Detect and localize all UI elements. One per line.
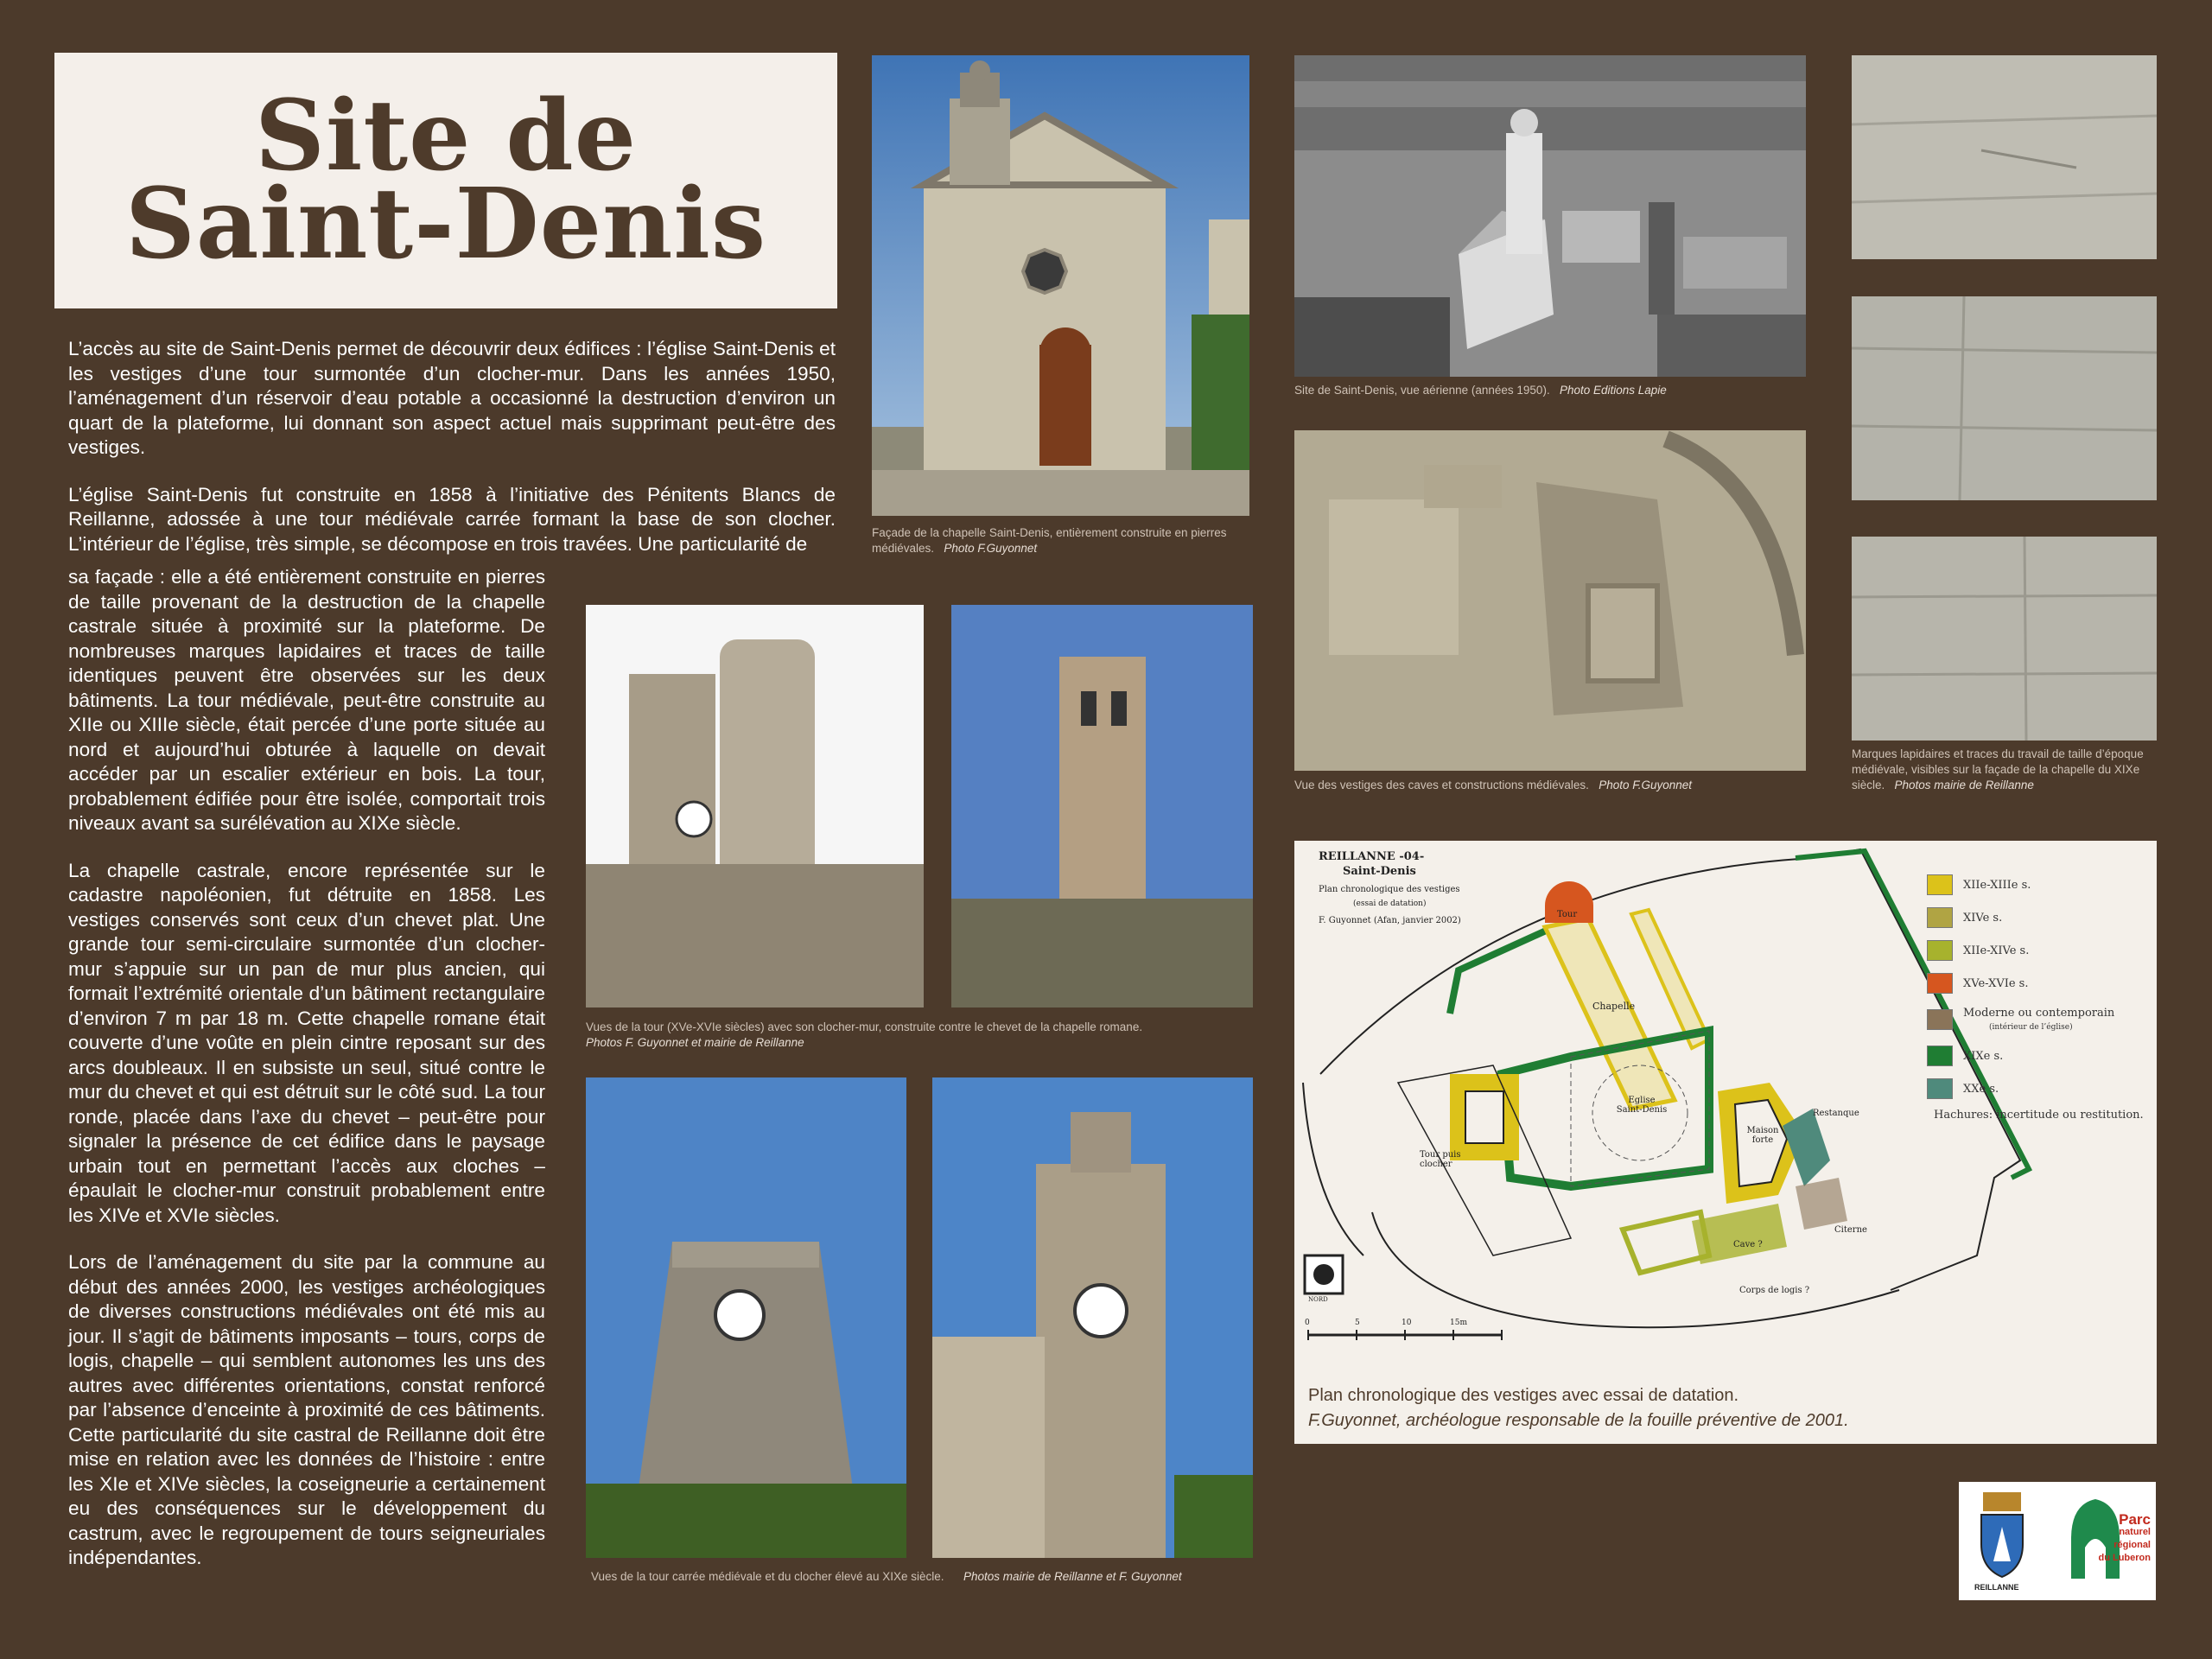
reillanne-label: REILLANNE — [1974, 1583, 2019, 1592]
clock-tower-photo — [932, 1077, 1253, 1558]
chronological-plan — [1294, 841, 2157, 1444]
title-box — [54, 53, 837, 308]
excavation-caption: Vue des vestiges des caves et constructions médiévales. Photo F.Guyonnet — [1294, 779, 1693, 791]
legend-item: XIXe s. — [1927, 1039, 2152, 1072]
legend-item: XXe s. — [1927, 1072, 2152, 1105]
parc-label-line: régional — [2113, 1540, 2151, 1550]
legend-item: XIIe-XIVe s. — [1927, 934, 2152, 967]
paragraph-3: La chapelle castrale, encore représentée sur le cadastre napoléonien, fut détruite en 1858. Les vestiges conservés sont ceux d’un chevet plat. Une grande tour semi-circulaire surmontée d’un clocher-mur s’appuie sur un pan de mur plus ancien, qui formait l’extrémité orientale d’un bâtiment rectangulaire d’environ 7 m par 18 m. Cette chapelle romane était couverte d’une voûte en plein cintre reposant sur des arcs doubleaux. Il en subsiste un seul, situé contre le mur du chevet et qui est détruit sur le côté sud. La tour ronde, placée dans l’axe du chevet – peut-être pour signaler la présence de cet édifice dans le paysage urbain tout en permettant l’accès aux cloches – épaulait le clocher-mur construit probablement entre les XIVe et XVIe siècles. — [68, 859, 545, 1226]
plan-label: Chapelle — [1592, 1001, 1636, 1012]
plan-header-line: (essai de datation) — [1353, 899, 1427, 908]
plan-label: Tour — [1557, 910, 1578, 919]
plan-header — [1319, 849, 1461, 928]
narrow-column — [68, 565, 545, 1593]
stone-mark-photo-2 — [1852, 296, 2157, 500]
paragraph-1: L’accès au site de Saint-Denis permet de découvrir deux édifices : l’église Saint-Denis et les vestiges d’une tour surmontée d’un clocher-mur. Dans les années 1950, l’aménagement d’un réservoir d’eau potable a occasionné la destruction d’environ un quart de la plateforme, lui donnant son aspect actuel mais supprimant peut-être des vestiges. — [68, 338, 836, 458]
legend-item: XVe-XVIe s. — [1927, 967, 2152, 1000]
reillanne-coat-of-arms-icon — [1976, 1492, 2028, 1579]
plan-header-line: Plan chronologique des vestiges — [1319, 885, 1460, 894]
clock-caption: Vues de la tour carrée médiévale et du clocher élevé au XIXe siècle. Photos mairie de Reillanne et F. Guyonnet — [591, 1570, 1182, 1583]
plan-label: Cave ? — [1733, 1240, 1763, 1249]
scale-label: 10 — [1402, 1319, 1412, 1327]
round-tower-photo — [586, 605, 924, 1007]
parc-label — [2095, 1513, 2151, 1565]
paragraph-4: Lors de l’aménagement du site par la commune au début des années 2000, les vestiges archéologiques de diverses constructions médiévales ont été mis au jour. Il s’agit de bâtiments imposants – tours, corps de logis, chapelle – qui semblent autonomes les uns des autres avec différentes orientations, constat renforcé par l’absence d’enceinte à proximité de ces bâtiments. Cette particularité du site castral de Reillanne doit être mise en relation avec les données de l’histoire : entre les XIe et XIVe siècles, la coseigneurie a certainement eu des conséquences sur le développement du castrum, avec le regroupement de tours seigneuriales indépendantes. — [68, 1251, 545, 1568]
parc-label-line: du Luberon — [2098, 1553, 2151, 1563]
legend-item: Moderne ou contemporain (intérieur de l’église) — [1927, 1000, 2152, 1039]
plan-label: Corps de logis ? — [1739, 1286, 1810, 1295]
excavation-photo — [1294, 430, 1806, 771]
plan-legend — [1927, 868, 2152, 1122]
parc-label-line: naturel — [2119, 1527, 2151, 1537]
paragraph-2b: sa façade : elle a été entièrement construite en pierres de taille provenant de la destruction de la chapelle castrale située à proximité sur la plateforme. De nombreuses marques lapidaires et traces de taille identiques peuvent être observées sur les deux bâtiments. La tour médiévale, peut-être construite au XIIe ou XIIIe siècle, était percée d’une porte située au nord et aujourd’hui obturée à laquelle on devait accéder par un escalier extérieur en bois. La tour, probablement édifiée pour être isolée, comportait trois niveaux avant sa surélévation au XIXe siècle. — [68, 566, 545, 834]
logos-panel — [1959, 1482, 2156, 1600]
page-title: Site de Saint-Denis — [124, 79, 767, 281]
plan-label: Eglise Saint-Denis — [1616, 1096, 1668, 1115]
bell-wall-tower-photo — [951, 605, 1253, 1007]
legend-item: XIIe-XIIIe s. — [1927, 868, 2152, 901]
plan-label: Restanque — [1813, 1109, 1859, 1118]
plan-label: Tour puis clocher — [1420, 1150, 1461, 1169]
plan-caption — [1308, 1383, 2138, 1433]
hatch-note: Hachures: incertitude ou restitution. — [1934, 1109, 2144, 1122]
plan-header-line: Saint-Denis — [1343, 865, 1416, 878]
square-tower-photo — [586, 1077, 906, 1558]
scale-label: 0 — [1305, 1319, 1310, 1327]
plan-label: Citerne — [1834, 1225, 1867, 1235]
legend-item: XIVe s. — [1927, 901, 2152, 934]
paragraph-2a: L’église Saint-Denis fut construite en 1858 à l’initiative des Pénitents Blancs de Reillanne, adossée à une tour médiévale carrée formant la base de son clocher. L’intérieur de l’église, très simple, se décompose en trois travées. Une particularité de — [68, 483, 836, 555]
intro-paragraph — [68, 337, 836, 556]
scale-label: 15m — [1450, 1319, 1467, 1327]
facade-photo — [872, 55, 1249, 516]
aerial-photo — [1294, 55, 1806, 377]
plan-caption-line: Plan chronologique des vestiges avec essai de datation. — [1308, 1386, 1739, 1405]
parc-label-line: Parc — [2119, 1511, 2151, 1528]
stone-mark-photo-1 — [1852, 55, 2157, 259]
north-label: NORD — [1308, 1296, 1328, 1303]
facade-caption: Façade de la chapelle Saint-Denis, entièrement construite en pierres médiévales. Photo F.Guyonnet — [872, 526, 1227, 555]
stone-marks-caption: Marques lapidaires et traces du travail de taille d’époque médiévale, visibles sur la façade de la chapelle du XIXe siècle. Photos mairie de Reillanne — [1852, 747, 2144, 791]
stone-mark-photo-3 — [1852, 537, 2157, 741]
aerial-caption: Site de Saint-Denis, vue aérienne (années 1950). Photo Editions Lapie — [1294, 384, 1667, 397]
plan-header-line: F. Guyonnet (Afan, janvier 2002) — [1319, 916, 1461, 925]
tower-caption: Vues de la tour (XVe-XVIe siècles) avec son clocher-mur, construite contre le chevet de la chapelle romane. Photos F. Guyonnet et mairie de Reillanne — [586, 1020, 1143, 1049]
scale-label: 5 — [1355, 1319, 1360, 1327]
plan-label: Maison forte — [1746, 1126, 1779, 1145]
plan-header-line: REILLANNE -04- — [1319, 850, 1425, 863]
plan-caption-credit: F.Guyonnet, archéologue responsable de la fouille préventive de 2001. — [1308, 1411, 1849, 1430]
